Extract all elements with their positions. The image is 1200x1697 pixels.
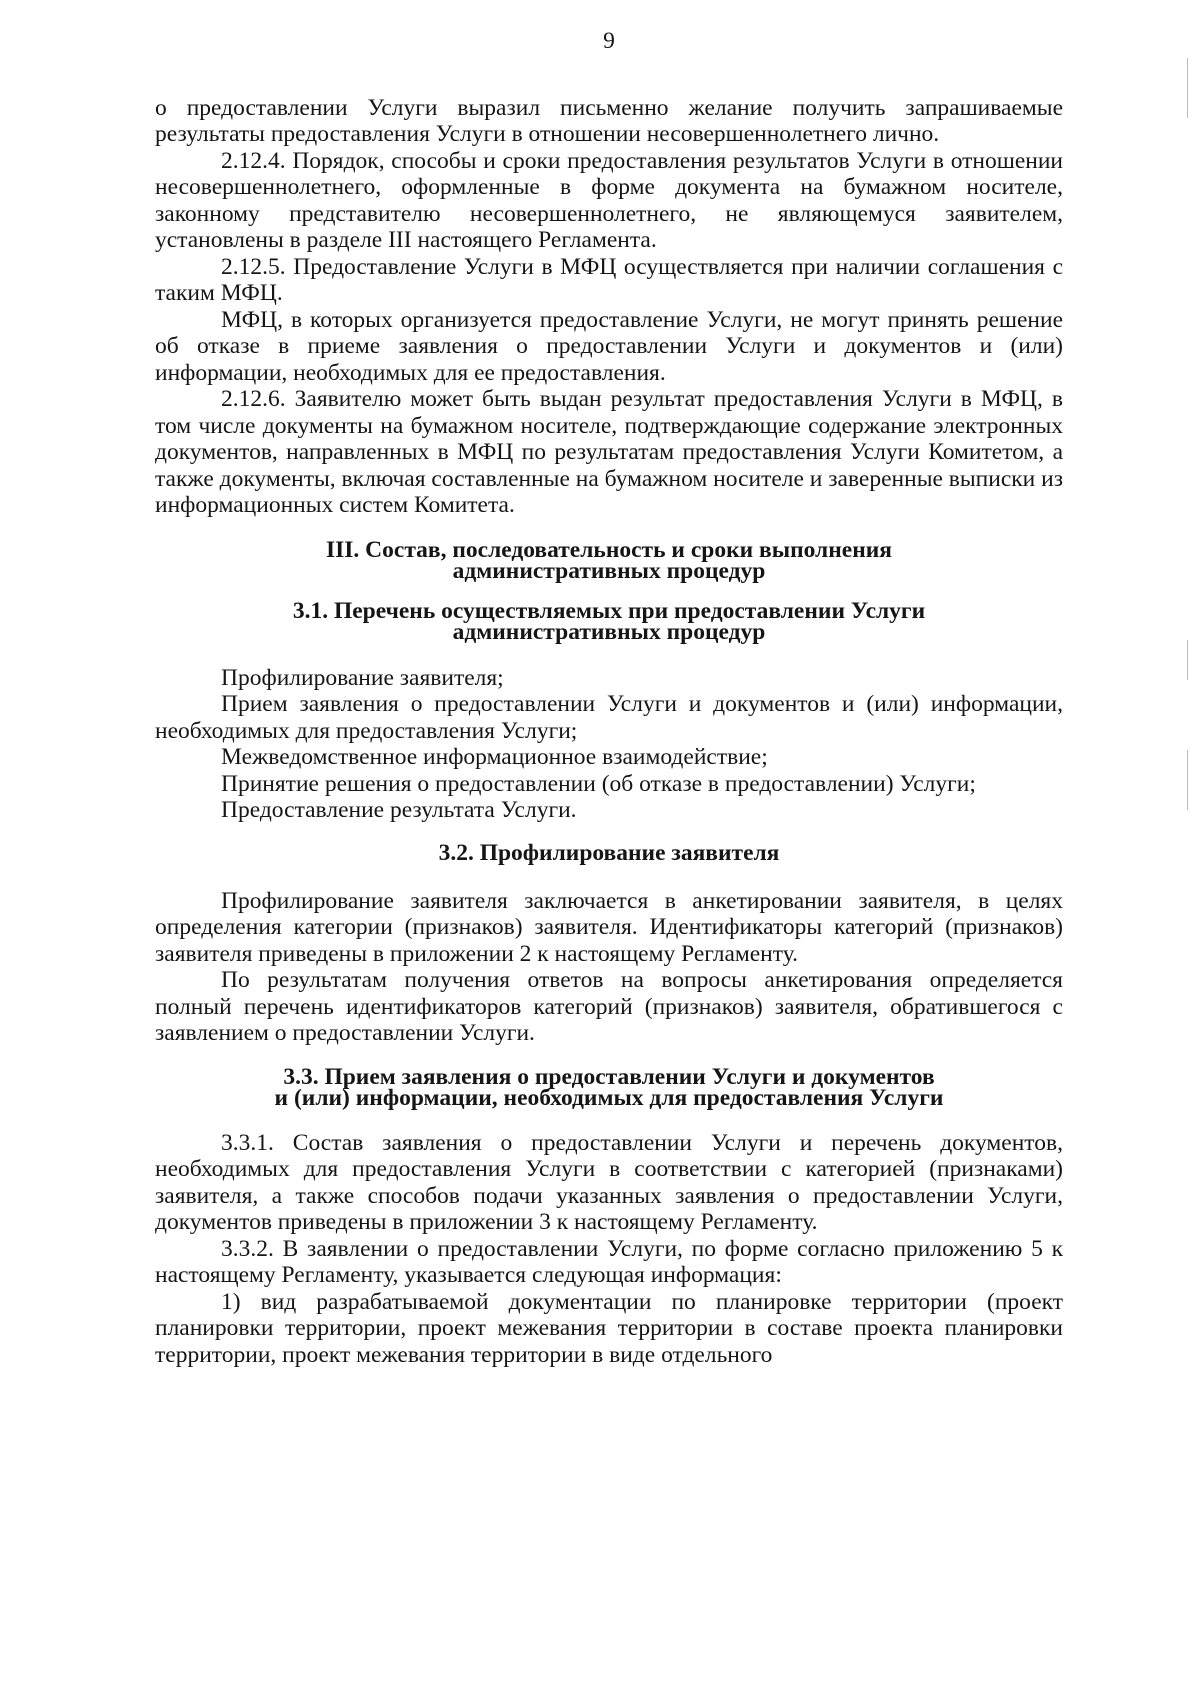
list-item: Прием заявления о предоставлении Услуги и документов и (или) информации, необходимых для предоставления Услуги; xyxy=(155,691,1063,744)
paragraph-continuation: о предоставлении Услуги выразил письменно желание получить запрашиваемые результаты предоставления Услуги в отношении несовершеннолетнего лично. xyxy=(155,94,1063,147)
paragraph-profiling-results: По результатам получения ответов на вопросы анкетирования определяется полный перечень идентификаторов категорий (признаков) заявителя, обратившегося с заявлением о предоставлении Услуги. xyxy=(155,967,1063,1046)
paragraph-2-12-4: 2.12.4. Порядок, способы и сроки предоставления результатов Услуги в отношении несовершеннолетнего, оформленные в форме документа на бумажном носителе, законному представителю несовершеннолетнего, не являющемуся заявителем, установлены в разделе III настоящего Регламента. xyxy=(155,147,1063,253)
section-3-3-body xyxy=(155,1130,1063,1369)
section-3-3-title-line2: и (или) информации, необходимых для предоставления Услуги xyxy=(274,1084,944,1111)
paragraph-mfc: МФЦ, в которых организуется предоставление Услуги, не могут принять решение об отказе в приеме заявления о предоставлении Услуги и документов и (или) информации, необходимых для ее предоставления. xyxy=(155,306,1063,386)
section-3-3-heading xyxy=(155,1063,1063,1111)
page-number: 9 xyxy=(603,28,615,54)
scan-edge-mark xyxy=(1187,640,1188,680)
paragraph-3-3-2: 3.3.2. В заявлении о предоставлении Услуги, по форме согласно приложению 5 к настоящему Регламенту, указывается следующая информация: xyxy=(155,1235,1063,1288)
paragraph-2-12-5: 2.12.5. Предоставление Услуги в МФЦ осуществляется при наличии соглашения с таким МФЦ. xyxy=(155,253,1063,306)
list-item: Профилирование заявителя; xyxy=(221,664,504,691)
list-item: Межведомственное информационное взаимодействие; xyxy=(221,744,768,770)
paragraph-3-3-2-item-1: 1) вид разрабатываемой документации по планировке территории (проект планировки территории, проект межевания территории в составе проекта планировки территории, проект межевания территории в виде отдельного xyxy=(155,1288,1063,1368)
section-3-title-line2: административных процедур xyxy=(452,557,766,584)
section-3-3-title-line1: 3.3. Прием заявления о предоставлении Услуги и документов xyxy=(283,1063,935,1090)
section-3-2-body xyxy=(155,888,1063,1047)
document-page xyxy=(155,28,1063,1368)
procedure-list xyxy=(155,665,1063,824)
list-item: Принятие решения о предоставлении (об отказе в предоставлении) Услуги; xyxy=(221,770,976,797)
list-item: Предоставление результата Услуги. xyxy=(221,797,577,823)
paragraph-2-12-6: 2.12.6. Заявителю может быть выдан результат предоставления Услуги в МФЦ, в том числе документы на бумажном носителе, подтверждающие содержание электронных документов, направленных в МФЦ по результатам предоставления Услуги Комитетом, а также документы, включая составленные на бумажном носителе и заверенные выписки из информационных систем Комитета. xyxy=(155,386,1063,518)
section-3-2-heading xyxy=(155,839,1063,866)
section-3-1-title-line1: 3.1. Перечень осуществляемых при предоставлении Услуги xyxy=(292,597,926,624)
paragraph-3-3-1: 3.3.1. Состав заявления о предоставлении Услуги и перечень документов, необходимых для предоставления Услуги в соответствии с категорией (признаками) заявителя, а также способов подачи указанных заявления о предоставлении Услуги, документов приведены в приложении 3 к настоящему Регламенту. xyxy=(155,1129,1063,1235)
scan-edge-mark xyxy=(1187,58,1188,118)
section-3-2-title: 3.2. Профилирование заявителя xyxy=(438,839,780,866)
section-3-heading xyxy=(155,536,1063,584)
section-3-1-title-line2: административных процедур xyxy=(452,618,766,645)
paragraph-profiling: Профилирование заявителя заключается в анкетировании заявителя, в целях определения категории (признаков) заявителя. Идентификаторы категорий (признаков) заявителя приведены в приложении 2 к настоящему Регламенту. xyxy=(155,887,1063,967)
scan-edge-mark xyxy=(1187,750,1188,810)
section-3-1-heading xyxy=(155,597,1063,645)
section-3-title-line1: III. Состав, последовательность и сроки выполнения xyxy=(325,536,892,563)
